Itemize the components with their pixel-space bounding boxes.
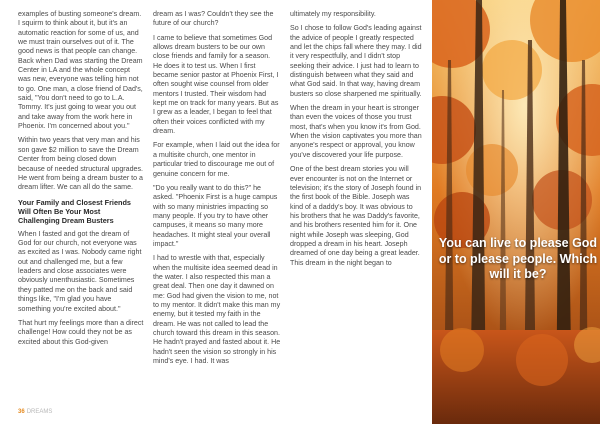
forest-illustration [432, 0, 600, 424]
paragraph: For example, when I laid out the idea for a multisite church, one mentor in particular tried to discourage me out of genuine concern for me. [153, 141, 280, 178]
paragraph: "Do you really want to do this?" he asked. "Phoenix First is a huge campus with so many ministries impacting so many people. If you try to have other campuses, it means so many more headaches. It might steal your overall impact." [153, 183, 278, 248]
paragraph: dream as I was? Couldn't they see the future of our church? [153, 10, 274, 28]
page-folio [18, 409, 52, 415]
autumn-forest-photo [432, 0, 600, 424]
text-column-3 [290, 10, 423, 273]
paragraph: That hurt my feelings more than a direct challenge! How could they not be as excited about this God-given [18, 318, 144, 346]
paragraph: Within two years that very man and his son gave $2 million to save the Dream Center from being closed down because of needed structural upgrades. He went from being a dream buster to a dream lifter. We can all do the same. [18, 136, 144, 192]
paragraph: examples of busting someone's dream. I squirm to think about it, but it's an automatic reaction for some of us, and we must train ourselves out of it. The good news is that people can change. Back when Dad was starting the Dream Center in LA and the whole concept was new, everyone was telling him not to go. One man, a close friend of Dad's, said, "You don't need to go to L.A. Tommy. It's just going to wear you out and take away from the work here in Phoenix. I'm concerned about you." [18, 10, 143, 131]
text-column-1 [18, 10, 144, 352]
paragraph: When the dream in your heart is stronger than even the voices of those you trust most, that's when you know it's from God. When the vision captivates you more than anyone's respect or approval, you know you've discovered your life purpose. [290, 104, 422, 159]
text-column-2 [153, 10, 281, 371]
paragraph: I came to believe that sometimes God allows dream busters to be our own close friends and family for a season. He does it to test us. When I first became senior pastor at Phoenix First, I often sought wise counsel from older mentors I trusted. Their wisdom had kept me on track for many years. But as I grew as a leader, I began to feel that often their voices conflicted with my dream. [153, 33, 279, 136]
page-number: 36 [18, 409, 25, 415]
paragraph: I had to wrestle with that, especially when the multisite idea seemed dead in the water. I also respected this man a great deal. Then one day it dawned on me: God had given the vision to me, not to my mentor. It didn't make this man my enemy, but it tested my faith in the dream. He was not called to lead the church toward this dream in this season. He hadn't prayed and fasted about it. He hadn't seen the vision so strongly in his mind's eye. I had. It was [153, 254, 281, 366]
section-heading: Your Family and Closest Friends Will Often Be Your Most Challenging Dream Busters [18, 197, 131, 226]
paragraph: One of the best dream stories you will ever encounter is not on the Internet or television; it's the story of Joseph found in the first book of the Bible. Joseph was kind of a daddy's boy. It was obvious to his brothers that he was Daddy's favorite, and his brothers resented him for it. One night while Joseph was sleeping, God dropped a dream in his heart. Joseph dreamed of one day being a great leader. This dream in the night began to [290, 165, 422, 267]
paragraph: So I chose to follow God's leading against the advice of people I greatly respected and let the chips fall where they may. I did it very respectfully, and I didn't stop seeking their advice. I just had to learn to distinguish between what they said and what God said. In that way, having dream busters so close sharpened me spiritually. [290, 24, 422, 98]
paragraph: ultimately my responsibility. [290, 10, 376, 18]
pull-quote: You can live to please God or to please people. Which will it be? [438, 236, 598, 281]
paragraph: When I fasted and got the dream of God for our church, not everyone was as excited as I was. Nobody came right out and challenged me, but a few leaders and close associates were obviously unenthusiastic. Sometimes they patted me on the back and said things like, "I'm glad you have something you're excited about." [18, 229, 142, 313]
section-label: DREAMS [26, 409, 53, 415]
